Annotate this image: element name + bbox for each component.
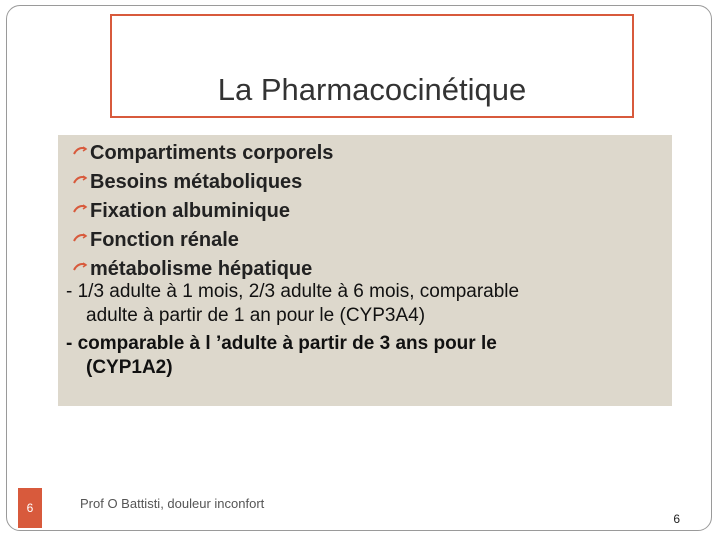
content-box	[58, 135, 672, 406]
swoosh-arrow-icon	[72, 261, 88, 273]
bullet-item	[72, 139, 664, 168]
paragraph-line: (CYP1A2)	[86, 357, 173, 378]
paragraph-cyp1a2	[66, 332, 652, 380]
bullet-item	[72, 168, 664, 197]
paragraph-line: adulte à partir de 1 an pour le (CYP3A4)	[86, 305, 426, 326]
bullet-text: métabolisme hépatique	[90, 258, 313, 280]
bullet-text: Fonction rénale	[90, 229, 239, 251]
bullet-text: Compartiments corporels	[90, 142, 334, 164]
bullet-list	[72, 139, 664, 284]
title-box	[110, 14, 634, 118]
bullet-item	[72, 226, 664, 255]
swoosh-arrow-icon	[72, 145, 88, 157]
swoosh-arrow-icon	[72, 203, 88, 215]
slide-title: La Pharmacocinétique	[217, 72, 527, 107]
paragraph-cyp3a4	[66, 280, 652, 328]
slide-number-badge: 6	[18, 488, 42, 528]
swoosh-arrow-icon	[72, 174, 88, 186]
swoosh-arrow-icon	[72, 232, 88, 244]
bullet-text: Fixation albuminique	[90, 200, 291, 222]
bullet-text: Besoins métaboliques	[90, 171, 303, 193]
paragraph-line: - comparable à l ’adulte à partir de 3 ans pour le	[66, 333, 497, 354]
bullet-item	[72, 197, 664, 226]
slide-number: 6	[673, 512, 680, 526]
paragraph-line: - 1/3 adulte à 1 mois, 2/3 adulte à 6 mois, comparable	[66, 281, 520, 302]
footer-text: Prof O Battisti, douleur inconfort	[80, 496, 265, 511]
